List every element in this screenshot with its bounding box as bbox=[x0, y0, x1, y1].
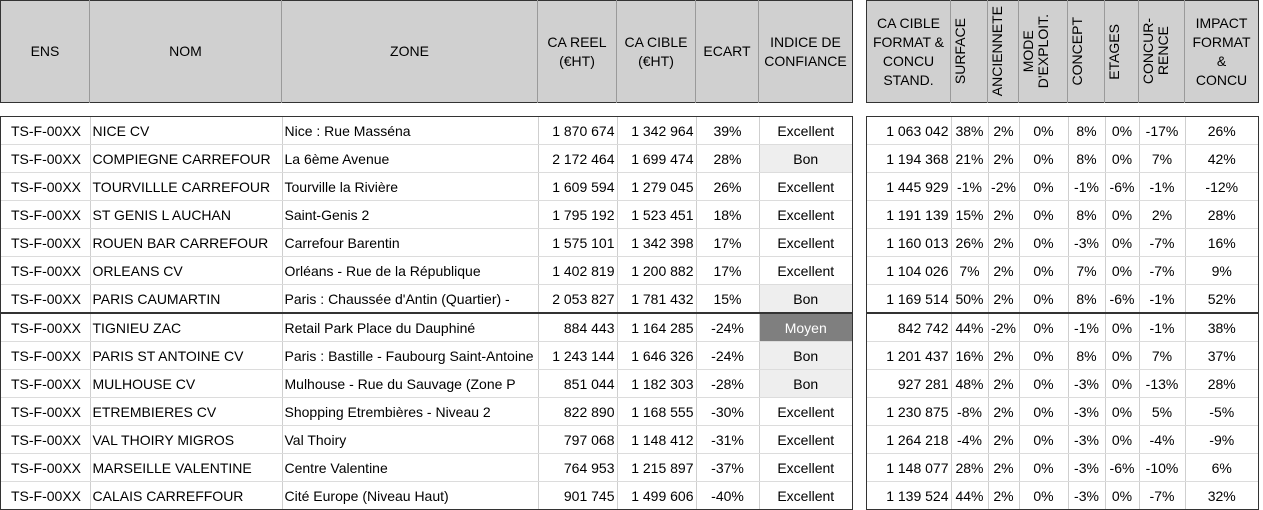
cell-zone: Paris : Chaussée d'Antin (Quartier) - bbox=[282, 285, 538, 313]
cell-ecart: 39% bbox=[696, 117, 759, 145]
cell-ca-reel: 1 795 192 bbox=[538, 201, 617, 229]
cell-ca-cible: 1 182 303 bbox=[617, 370, 696, 398]
header-concept bbox=[1068, 1, 1105, 103]
cell-ca-std: 1 201 437 bbox=[867, 342, 951, 370]
cell-ecart: -24% bbox=[696, 342, 759, 370]
cell-ca-std: 1 063 042 bbox=[867, 117, 951, 145]
table-row bbox=[867, 173, 1258, 201]
cell-impact: 42% bbox=[1185, 145, 1258, 173]
cell-mode: 0% bbox=[1019, 117, 1068, 145]
cell-surface: 44% bbox=[951, 314, 988, 342]
cell-ca-cible: 1 499 606 bbox=[617, 482, 696, 510]
cell-impact: 52% bbox=[1207, 290, 1236, 307]
cell-anciennete: 2% bbox=[988, 117, 1019, 145]
cell-ens: TS-F-00XX bbox=[1, 426, 90, 454]
cell-anciennete: 2% bbox=[988, 398, 1019, 426]
cell-surface: 44% bbox=[951, 482, 988, 510]
cell-impact: 32% bbox=[1207, 487, 1236, 504]
header-ca-reel bbox=[538, 1, 617, 103]
table-row bbox=[1, 426, 852, 454]
cell-impact: -9% bbox=[1185, 426, 1258, 454]
cell-nom: ST GENIS L AUCHAN bbox=[90, 201, 282, 229]
cell-zone: Nice : Rue Masséna bbox=[282, 117, 538, 145]
cell-mode: 0% bbox=[1019, 398, 1068, 426]
cell-indice: Excellent bbox=[759, 426, 852, 454]
cell-etages: 0% bbox=[1105, 426, 1139, 454]
cell-ecart: -30% bbox=[696, 398, 759, 426]
header-indice bbox=[759, 1, 853, 103]
table-row bbox=[1, 145, 852, 173]
cell-concept: 7% bbox=[1068, 257, 1105, 285]
cell-zone: La 6ème Avenue bbox=[282, 145, 538, 173]
table-row bbox=[1, 314, 852, 342]
cell-nom: CALAIS CARREFFOUR bbox=[90, 482, 282, 510]
header-ecart: ECART bbox=[696, 1, 759, 103]
right-group-2 bbox=[866, 313, 1259, 510]
cell-ca-cible: 1 781 432 bbox=[617, 285, 696, 313]
cell-ca-cible: 1 168 555 bbox=[617, 398, 696, 426]
header-line: (€HT) bbox=[559, 52, 595, 69]
cell-anciennete: 2% bbox=[988, 454, 1019, 482]
cell-anciennete: 2% bbox=[988, 342, 1019, 370]
cell-surface: 15% bbox=[951, 201, 988, 229]
table-row bbox=[1, 398, 852, 426]
cell-ca-cible: 1 342 398 bbox=[617, 229, 696, 257]
header-line: CA CIBLE bbox=[624, 33, 688, 50]
cell-indice: Excellent bbox=[759, 398, 852, 426]
cell-nom: PARIS ST ANTOINE CV bbox=[90, 342, 282, 370]
cell-ens: TS-F-00XX bbox=[1, 285, 90, 313]
cell-etages: 0% bbox=[1105, 229, 1139, 257]
cell-ca-reel: 797 068 bbox=[538, 426, 617, 454]
cell-etages: -6% bbox=[1105, 285, 1139, 313]
header-line: CONCUR- bbox=[1140, 18, 1156, 85]
cell-ecart: -40% bbox=[696, 482, 759, 510]
cell-impact: -12% bbox=[1185, 173, 1258, 201]
cell-ens: TS-F-00XX bbox=[1, 454, 90, 482]
cell-ecart: -37% bbox=[696, 454, 759, 482]
cell-nom: TOURVILLLE CARREFOUR bbox=[90, 173, 282, 201]
cell-ens: TS-F-00XX bbox=[1, 257, 90, 285]
table-row bbox=[1, 342, 852, 370]
left-header-table bbox=[0, 0, 853, 103]
cell-mode: 0% bbox=[1019, 201, 1068, 229]
cell-ca-reel: 2 053 827 bbox=[538, 285, 617, 313]
cell-mode: 0% bbox=[1019, 173, 1068, 201]
cell-ca-reel: 1 575 101 bbox=[538, 229, 617, 257]
header-surface bbox=[951, 1, 988, 103]
cell-ens: TS-F-00XX bbox=[1, 229, 90, 257]
cell-anciennete: 2% bbox=[988, 482, 1019, 510]
right-table-1 bbox=[867, 117, 1258, 312]
cell-concept: 8% bbox=[1068, 145, 1105, 173]
cell-etages: 0% bbox=[1105, 257, 1139, 285]
header-line: & bbox=[1216, 52, 1227, 69]
table-row bbox=[867, 117, 1258, 145]
table-row bbox=[867, 314, 1258, 342]
cell-ecart: -24% bbox=[696, 314, 759, 342]
cell-ecart: 17% bbox=[696, 257, 759, 285]
cell-indice: Bon bbox=[759, 342, 852, 370]
cell-impact: 37% bbox=[1185, 342, 1258, 370]
cell-surface: 26% bbox=[951, 229, 988, 257]
cell-ca-reel: 884 443 bbox=[538, 314, 617, 342]
right-table-2 bbox=[867, 314, 1258, 509]
cell-zone: Carrefour Barentin bbox=[282, 229, 538, 257]
cell-impact: 16% bbox=[1185, 229, 1258, 257]
cell-impact: 38% bbox=[1185, 314, 1258, 342]
header-zone: ZONE bbox=[282, 1, 538, 103]
cell-anciennete: 2% bbox=[988, 201, 1019, 229]
cell-zone: Centre Valentine bbox=[282, 454, 538, 482]
cell-ca-std: 1 148 077 bbox=[867, 454, 951, 482]
cell-surface: 21% bbox=[951, 145, 988, 173]
cell-anciennete: 2% bbox=[988, 285, 1019, 313]
cell-zone: Shopping Etrembières - Niveau 2 bbox=[282, 398, 538, 426]
cell-ecart: 26% bbox=[696, 173, 759, 201]
cell-ca-reel: 1 609 594 bbox=[538, 173, 617, 201]
cell-concurrence: -7% bbox=[1139, 482, 1185, 510]
cell-concurrence: 5% bbox=[1139, 398, 1185, 426]
cell-nom: VAL THOIRY MIGROS bbox=[90, 426, 282, 454]
table-row bbox=[1, 229, 852, 257]
cell-concept: -3% bbox=[1068, 398, 1105, 426]
cell-nom: ORLEANS CV bbox=[90, 257, 282, 285]
cell-concurrence: -1% bbox=[1139, 314, 1185, 342]
cell-indice: Bon bbox=[759, 145, 852, 173]
right-header-table bbox=[866, 0, 1259, 103]
cell-ca-reel: 901 745 bbox=[538, 482, 617, 510]
cell-impact: 28% bbox=[1185, 370, 1258, 398]
cell-etages: 0% bbox=[1105, 117, 1139, 145]
left-header bbox=[0, 0, 852, 103]
cell-ca-reel: 1 870 674 bbox=[538, 117, 617, 145]
cell-nom: NICE CV bbox=[90, 117, 282, 145]
cell-ecart: -31% bbox=[696, 426, 759, 454]
cell-ecart: -28% bbox=[696, 370, 759, 398]
cell-ecart: 17% bbox=[696, 229, 759, 257]
table-row bbox=[1, 285, 852, 313]
cell-mode: 0% bbox=[1019, 342, 1068, 370]
cell-anciennete: 2% bbox=[988, 257, 1019, 285]
cell-nom: MULHOUSE CV bbox=[90, 370, 282, 398]
table-row bbox=[867, 229, 1258, 257]
cell-zone: Tourville la Rivière bbox=[282, 173, 538, 201]
header-line: IMPACT bbox=[1195, 14, 1248, 31]
left-group-2 bbox=[0, 313, 853, 510]
cell-concept: 8% bbox=[1068, 285, 1105, 313]
cell-concurrence: -7% bbox=[1139, 257, 1185, 285]
header-nom: NOM bbox=[90, 1, 282, 103]
cell-anciennete: -2% bbox=[988, 173, 1019, 201]
cell-surface: -4% bbox=[951, 426, 988, 454]
cell-ens: TS-F-00XX bbox=[1, 145, 90, 173]
cell-mode: 0% bbox=[1019, 314, 1068, 342]
cell-indice: Bon bbox=[759, 285, 852, 313]
header-impact bbox=[1185, 1, 1259, 103]
cell-zone: Val Thoiry bbox=[282, 426, 538, 454]
cell-concurrence: 2% bbox=[1139, 201, 1185, 229]
cell-nom: ROUEN BAR CARREFOUR bbox=[90, 229, 282, 257]
cell-zone: Mulhouse - Rue du Sauvage (Zone P bbox=[282, 370, 538, 398]
cell-ens: TS-F-00XX bbox=[1, 173, 90, 201]
cell-indice: Bon bbox=[759, 370, 852, 398]
header-line: CA CIBLE bbox=[876, 14, 941, 31]
cell-ens: TS-F-00XX bbox=[1, 314, 90, 342]
table-row bbox=[867, 426, 1258, 454]
cell-zone: Retail Park Place du Dauphiné bbox=[282, 314, 538, 342]
cell-anciennete: -2% bbox=[988, 314, 1019, 342]
header-etages bbox=[1105, 1, 1139, 103]
right-header bbox=[866, 0, 1258, 103]
cell-concept: -3% bbox=[1068, 370, 1105, 398]
header-mode bbox=[1019, 1, 1068, 103]
cell-mode: 0% bbox=[1019, 229, 1068, 257]
table-row bbox=[867, 454, 1258, 482]
cell-etages: 0% bbox=[1105, 314, 1139, 342]
cell-impact: -5% bbox=[1185, 398, 1258, 426]
header-ca-std bbox=[867, 1, 951, 103]
cell-ca-cible: 1 523 451 bbox=[617, 201, 696, 229]
cell-ens: TS-F-00XX bbox=[1, 398, 90, 426]
cell-concurrence: -13% bbox=[1139, 370, 1185, 398]
cell-concept: -1% bbox=[1068, 173, 1105, 201]
header-line: ETAGES bbox=[1106, 23, 1122, 80]
cell-ca-cible: 1 699 474 bbox=[617, 145, 696, 173]
cell-indice: Excellent bbox=[759, 201, 852, 229]
cell-indice: Excellent bbox=[759, 257, 852, 285]
cell-nom: PARIS CAUMARTIN bbox=[90, 285, 282, 313]
cell-indice: Excellent bbox=[759, 454, 852, 482]
table-row bbox=[867, 145, 1258, 173]
cell-surface: -8% bbox=[951, 398, 988, 426]
cell-ca-cible: 1 342 964 bbox=[617, 117, 696, 145]
cell-ca-std: 1 169 514 bbox=[867, 285, 951, 313]
cell-surface: 38% bbox=[951, 117, 988, 145]
header-line: CONCU bbox=[882, 52, 935, 69]
cell-concurrence: -4% bbox=[1139, 426, 1185, 454]
cell-ca-std: 927 281 bbox=[867, 370, 951, 398]
left-table-2 bbox=[1, 314, 852, 509]
cell-mode: 0% bbox=[1019, 370, 1068, 398]
cell-mode: 0% bbox=[1019, 426, 1068, 454]
cell-concept: -3% bbox=[1068, 229, 1105, 257]
table-row bbox=[1, 117, 852, 145]
cell-ca-reel: 764 953 bbox=[538, 454, 617, 482]
header-line: STAND. bbox=[883, 71, 934, 88]
table-row bbox=[1, 257, 852, 285]
header-line: CONCEPT bbox=[1069, 17, 1085, 86]
table-row bbox=[867, 285, 1258, 313]
cell-surface: -1% bbox=[951, 173, 988, 201]
cell-mode: 0% bbox=[1019, 257, 1068, 285]
header-concurrence bbox=[1139, 1, 1185, 103]
table-row bbox=[1, 173, 852, 201]
table-row bbox=[867, 370, 1258, 398]
header-line: ANCIENNETE bbox=[989, 6, 1005, 97]
cell-surface: 50% bbox=[951, 285, 988, 313]
cell-concept: 8% bbox=[1068, 201, 1105, 229]
cell-ecart: 15% bbox=[696, 285, 759, 313]
cell-concurrence: -1% bbox=[1139, 285, 1185, 313]
left-group-1 bbox=[0, 116, 853, 313]
cell-nom: COMPIEGNE CARREFOUR bbox=[90, 145, 282, 173]
cell-indice: Excellent bbox=[777, 487, 835, 504]
cell-ca-reel: 1 243 144 bbox=[538, 342, 617, 370]
cell-ca-cible: 1 646 326 bbox=[617, 342, 696, 370]
header-ens: ENS bbox=[1, 1, 90, 103]
cell-ens: TS-F-00XX bbox=[1, 342, 90, 370]
left-table-1 bbox=[1, 117, 852, 312]
cell-concept: -3% bbox=[1068, 482, 1105, 510]
cell-ca-cible: 1 215 897 bbox=[617, 454, 696, 482]
cell-mode: 0% bbox=[1019, 145, 1068, 173]
header-line: SURFACE bbox=[952, 18, 968, 85]
cell-ens: TS-F-00XX bbox=[1, 370, 90, 398]
table-row bbox=[867, 257, 1258, 285]
cell-ca-std: 1 264 218 bbox=[867, 426, 951, 454]
cell-ens: TS-F-00XX bbox=[1, 482, 90, 510]
cell-concurrence: 7% bbox=[1139, 342, 1185, 370]
cell-concurrence: -10% bbox=[1139, 454, 1185, 482]
cell-concept: -1% bbox=[1068, 314, 1105, 342]
cell-ca-std: 842 742 bbox=[867, 314, 951, 342]
table-row bbox=[867, 398, 1258, 426]
cell-ca-cible: 1 279 045 bbox=[617, 173, 696, 201]
cell-impact: 6% bbox=[1185, 454, 1258, 482]
cell-impact: 9% bbox=[1185, 257, 1258, 285]
cell-ca-std: 1 445 929 bbox=[867, 173, 951, 201]
cell-indice: Excellent bbox=[759, 173, 852, 201]
header-anciennete bbox=[988, 1, 1019, 103]
cell-indice: Moyen bbox=[759, 314, 852, 342]
cell-mode: 0% bbox=[1019, 454, 1068, 482]
cell-concept: -3% bbox=[1068, 426, 1105, 454]
header-line: RENCE bbox=[1155, 26, 1171, 76]
cell-anciennete: 2% bbox=[988, 229, 1019, 257]
cell-ca-std: 1 104 026 bbox=[867, 257, 951, 285]
cell-ca-reel: 2 172 464 bbox=[538, 145, 617, 173]
cell-ca-reel: 1 402 819 bbox=[538, 257, 617, 285]
right-group-1 bbox=[866, 116, 1259, 313]
cell-nom: ETREMBIERES CV bbox=[90, 398, 282, 426]
cell-zone: Cité Europe (Niveau Haut) bbox=[282, 482, 538, 510]
cell-zone: Saint-Genis 2 bbox=[282, 201, 538, 229]
header-line: FORMAT & bbox=[872, 33, 945, 50]
cell-nom: MARSEILLE VALENTINE bbox=[90, 454, 282, 482]
table-row bbox=[1, 201, 852, 229]
cell-ca-reel: 851 044 bbox=[538, 370, 617, 398]
cell-concurrence: -17% bbox=[1139, 117, 1185, 145]
cell-etages: 0% bbox=[1105, 398, 1139, 426]
cell-anciennete: 2% bbox=[988, 426, 1019, 454]
cell-surface: 7% bbox=[951, 257, 988, 285]
cell-concept: 8% bbox=[1068, 342, 1105, 370]
cell-nom: TIGNIEU ZAC bbox=[90, 314, 282, 342]
cell-impact: 26% bbox=[1185, 117, 1258, 145]
cell-etages: -6% bbox=[1105, 173, 1139, 201]
cell-concurrence: -7% bbox=[1139, 229, 1185, 257]
cell-ca-std: 1 191 139 bbox=[867, 201, 951, 229]
table-row bbox=[1, 454, 852, 482]
cell-etages: 0% bbox=[1105, 482, 1139, 510]
cell-mode: 0% bbox=[1019, 482, 1068, 510]
cell-anciennete: 2% bbox=[988, 145, 1019, 173]
table-row bbox=[1, 370, 852, 398]
cell-etages: 0% bbox=[1105, 201, 1139, 229]
cell-impact: 28% bbox=[1185, 201, 1258, 229]
cell-surface: 16% bbox=[951, 342, 988, 370]
cell-etages: 0% bbox=[1105, 145, 1139, 173]
cell-concurrence: -1% bbox=[1139, 173, 1185, 201]
header-line: (€HT) bbox=[638, 52, 674, 69]
cell-ens: TS-F-00XX bbox=[1, 117, 90, 145]
cell-concept: 8% bbox=[1068, 117, 1105, 145]
cell-surface: 28% bbox=[951, 454, 988, 482]
header-line: CONCU bbox=[1195, 71, 1248, 88]
cell-etages: 0% bbox=[1105, 370, 1139, 398]
cell-mode: 0% bbox=[1019, 285, 1068, 313]
cell-ca-cible: 1 164 285 bbox=[617, 314, 696, 342]
header-line: CONFIANCE bbox=[764, 52, 847, 69]
header-ca-cible bbox=[617, 1, 696, 103]
cell-ca-cible: 1 148 412 bbox=[617, 426, 696, 454]
cell-indice: Excellent bbox=[759, 117, 852, 145]
header-line: MODE bbox=[1020, 30, 1036, 73]
cell-zone: Orléans - Rue de la République bbox=[282, 257, 538, 285]
cell-concept: -3% bbox=[1068, 454, 1105, 482]
header-line: INDICE DE bbox=[770, 33, 841, 50]
cell-surface: 48% bbox=[951, 370, 988, 398]
header-line: FORMAT bbox=[1192, 33, 1251, 50]
cell-indice: Excellent bbox=[759, 229, 852, 257]
cell-ecart: 28% bbox=[696, 145, 759, 173]
cell-ca-reel: 822 890 bbox=[538, 398, 617, 426]
cell-ens: TS-F-00XX bbox=[1, 201, 90, 229]
table-row bbox=[867, 201, 1258, 229]
header-line: CA REEL bbox=[547, 33, 607, 50]
cell-etages: 0% bbox=[1105, 342, 1139, 370]
cell-anciennete: 2% bbox=[988, 370, 1019, 398]
header-line: D'EXPLOIT. bbox=[1035, 14, 1051, 89]
cell-ca-std: 1 139 524 bbox=[867, 482, 951, 510]
cell-ecart: 18% bbox=[696, 201, 759, 229]
cell-concurrence: 7% bbox=[1139, 145, 1185, 173]
table-row bbox=[867, 342, 1258, 370]
cell-ca-std: 1 230 875 bbox=[867, 398, 951, 426]
cell-ca-cible: 1 200 882 bbox=[617, 257, 696, 285]
cell-etages: -6% bbox=[1105, 454, 1139, 482]
cell-ca-std: 1 160 013 bbox=[867, 229, 951, 257]
cell-ca-std: 1 194 368 bbox=[867, 145, 951, 173]
cell-zone: Paris : Bastille - Faubourg Saint-Antoine bbox=[282, 342, 538, 370]
